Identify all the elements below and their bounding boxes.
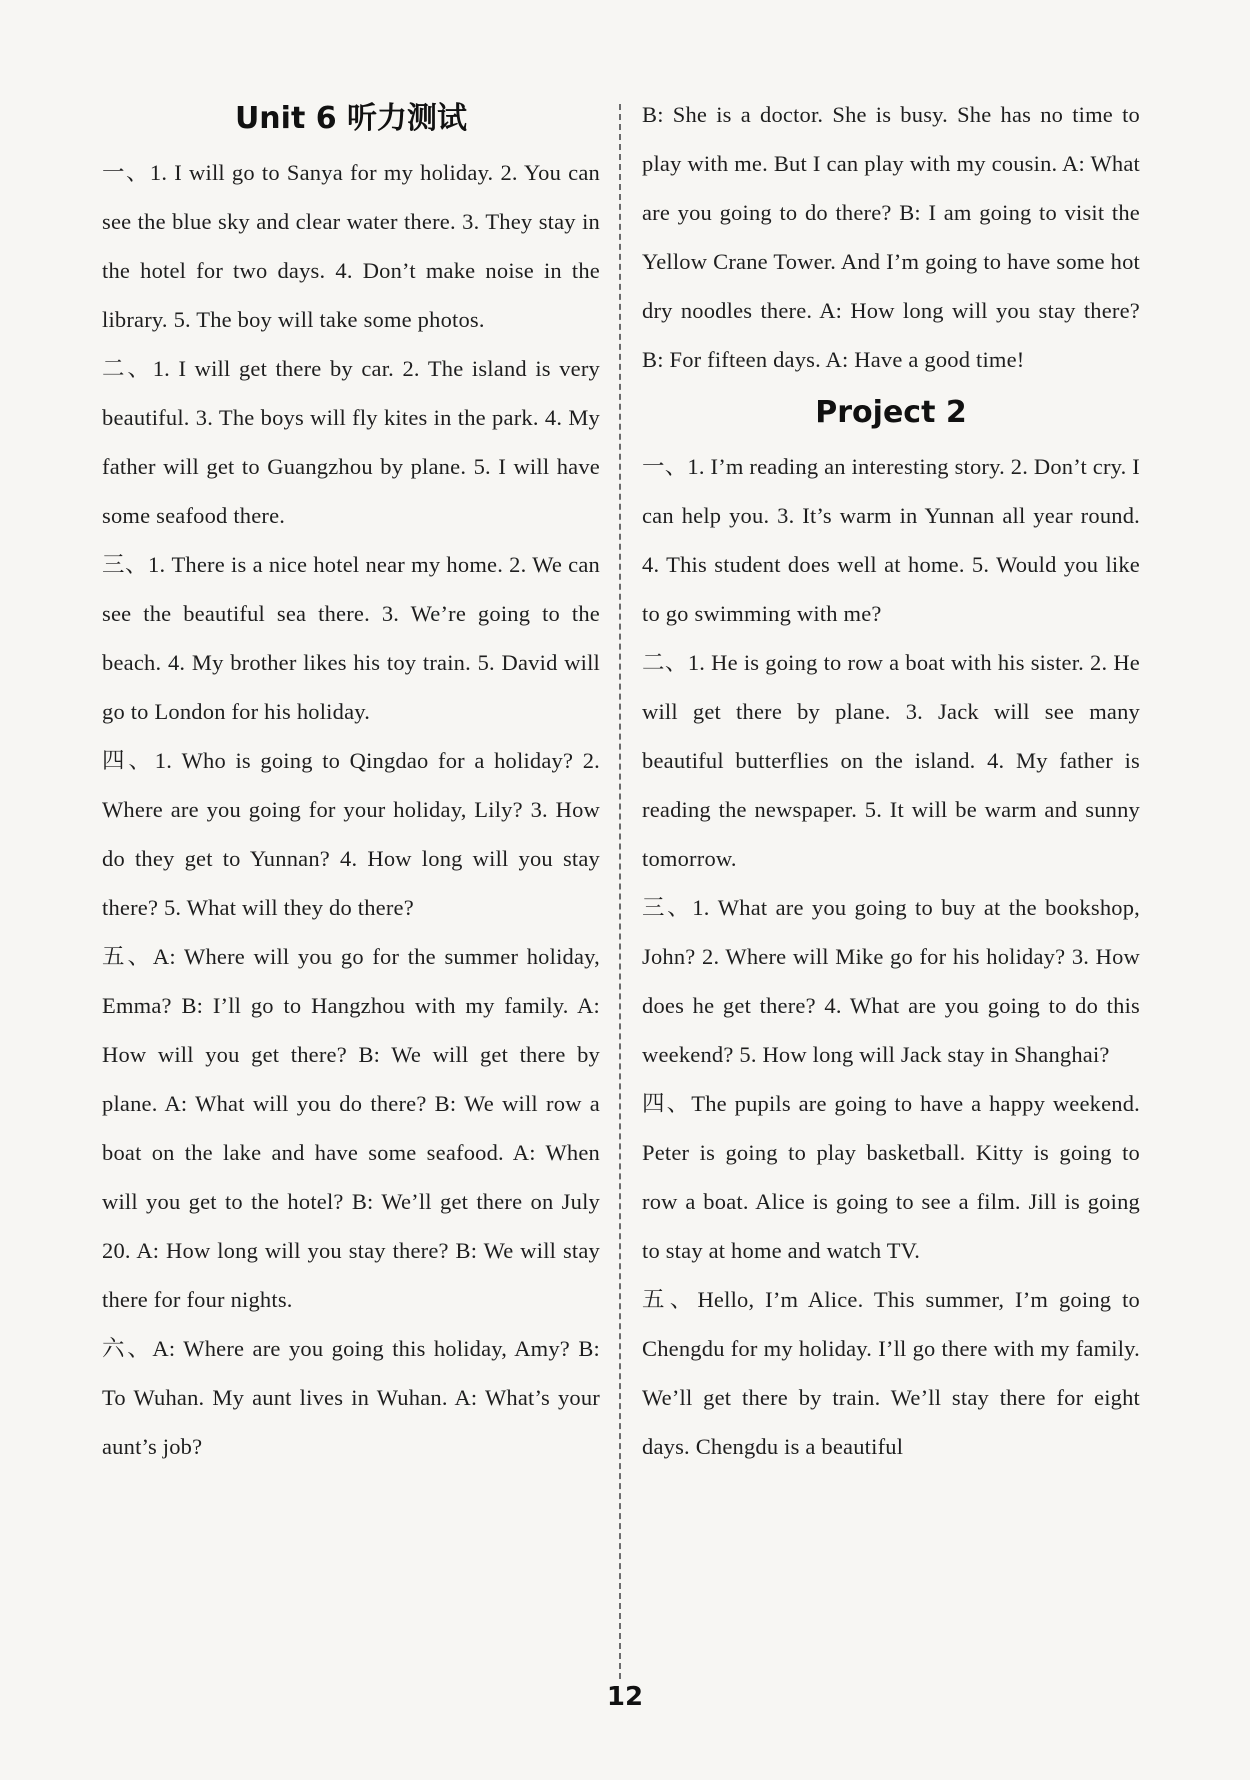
project-section-5: 五、Hello, I’m Alice. This summer, I’m going to Chengdu for my holiday. I’ll go there with my family. We’ll get there by train. We’ll stay there for eight days. Chengdu is a beautiful	[642, 1287, 1140, 1459]
unit-6-heading: Unit 6 听力测试	[234, 101, 468, 136]
listening-section-2: 二、1. I will get there by car. 2. The island is very beautiful. 3. The boys will fly kites in the park. 4. My father will get to Guangzhou by plane. 5. I will have some seafood there.	[102, 356, 600, 528]
left-column	[102, 90, 600, 1471]
project-section-3: 三、1. What are you going to buy at the bookshop, John? 2. Where will Mike go for his holiday? 3. How does he get there? 4. What are you going to do this weekend? 5. How long will Jack stay in Shanghai?	[642, 895, 1140, 1067]
project-section-2: 二、1. He is going to row a boat with his sister. 2. He will get there by plane. 3. Jack will see many beautiful butterflies on the island. 4. My father is reading the newspaper. 5. It will be warm and sunny tomorrow.	[642, 650, 1140, 871]
column-divider	[619, 104, 621, 1679]
project-section-1: 一、1. I’m reading an interesting story. 2. Don’t cry. I can help you. 3. It’s warm in Yunnan all year round. 4. This student does well at home. 5. Would you like to go swimming with me?	[642, 454, 1140, 626]
listening-section-4: 四、1. Who is going to Qingdao for a holiday? 2. Where are you going for your holiday, Lily? 3. How do they get to Yunnan? 4. How long will you stay there? 5. What will they do there?	[102, 748, 600, 920]
listening-section-3: 三、1. There is a nice hotel near my home. 2. We can see the beautiful sea there. 3. We’re going to the beach. 4. My brother likes his toy train. 5. David will go to London for his holiday.	[102, 552, 600, 724]
listening-section-6: 六、A: Where are you going this holiday, Amy? B: To Wuhan. My aunt lives in Wuhan. A: What’s your aunt’s job?	[102, 1336, 600, 1459]
project-2-heading: Project 2	[815, 395, 967, 430]
listening-section-1: 一、1. I will go to Sanya for my holiday. 2. You can see the blue sky and clear water there. 3. They stay in the hotel for two days. 4. Don’t make noise in the library. 5. The boy will take some photos.	[102, 160, 600, 332]
right-column	[642, 90, 1140, 1471]
project-section-4: 四、The pupils are going to have a happy weekend. Peter is going to play basketball. Kitty is going to row a boat. Alice is going to see a film. Jill is going to stay at home and watch TV.	[642, 1091, 1140, 1263]
page-number: 12	[606, 1682, 644, 1712]
listening-section-5: 五、A: Where will you go for the summer holiday, Emma? B: I’ll go to Hangzhou with my family. A: How will you get there? B: We will get there by plane. A: What will you do there? B: We will row a boat on the lake and have some seafood. A: When will you get to the hotel? B: We’ll get there on July 20. A: How long will you stay there? B: We will stay there for four nights.	[102, 944, 600, 1312]
dialogue-continuation: B: She is a doctor. She is busy. She has no time to play with me. But I can play with my cousin. A: What are you going to do there? B: I am going to visit the Yellow Crane Tower. And I’m going to have some hot dry noodles there. A: How long will you stay there? B: For fifteen days. A: Have a good time!	[642, 102, 1140, 372]
